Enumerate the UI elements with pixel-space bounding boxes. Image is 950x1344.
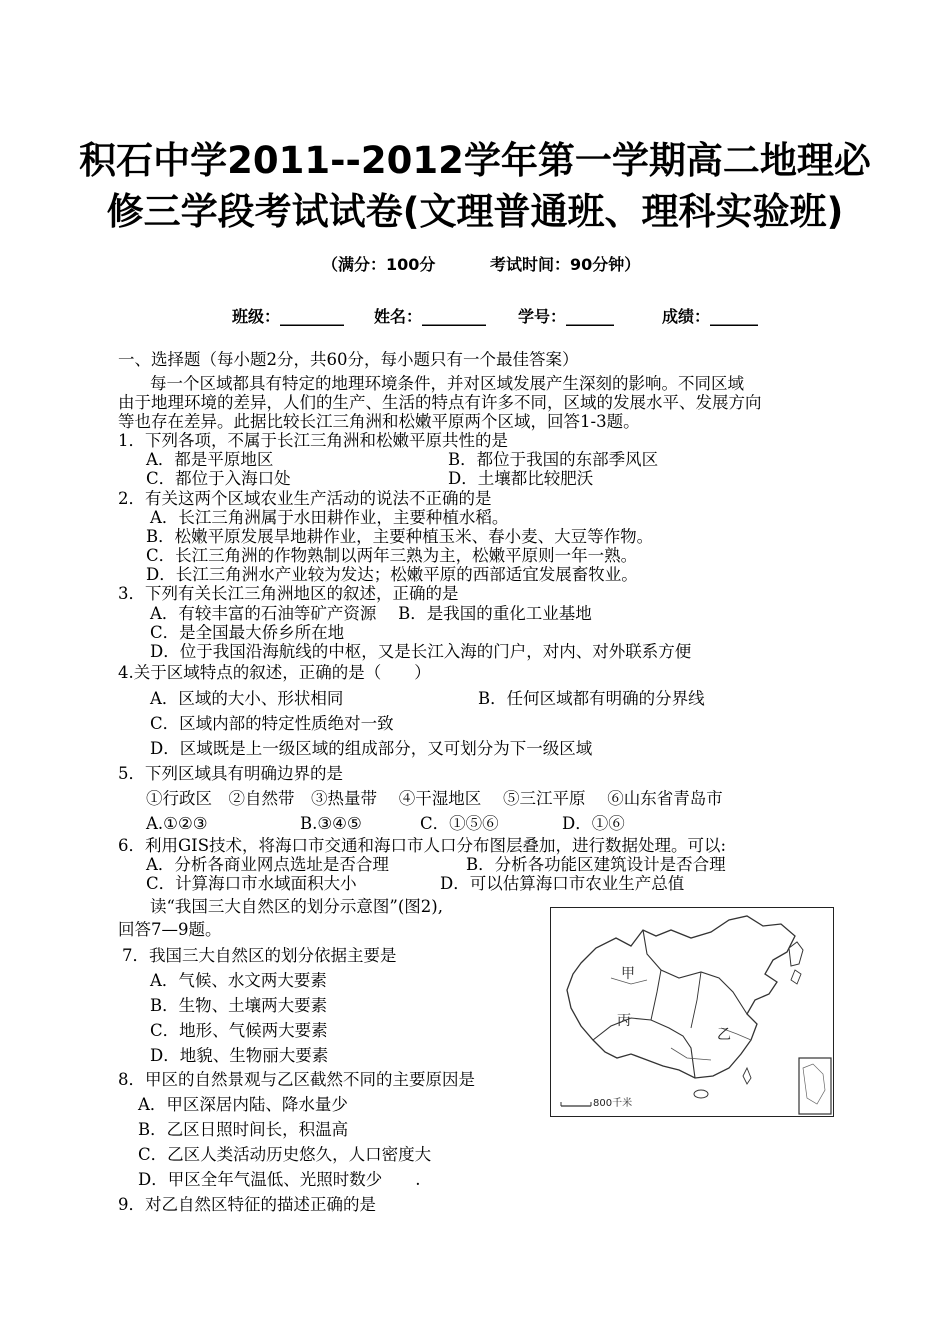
q4-option-a[interactable]: A．区域的大小、形状相同: [150, 689, 344, 708]
score-info: （满分：100分: [322, 255, 436, 274]
q7-stem: 7．我国三大自然区的划分依据主要是: [122, 946, 397, 965]
class-field[interactable]: 班级：________: [232, 307, 345, 326]
q8-option-d[interactable]: D．甲区全年气温低、光照时数少 .: [138, 1170, 421, 1189]
intro-line-2: 由于地理环境的差异，人们的生产、生活的特点有许多不同，区域的发展水平、发展方向: [118, 393, 762, 412]
q1-option-d[interactable]: D．土壤都比较肥沃: [448, 469, 594, 488]
q5-option-d[interactable]: D．①⑥: [562, 814, 625, 833]
q1-option-b[interactable]: B．都位于我国的东部季风区: [448, 450, 659, 469]
exam-title-line1: 积石中学2011--2012学年第一学期高二地理必: [79, 139, 871, 182]
q7-option-b[interactable]: B．生物、土壤两大要素: [150, 996, 328, 1015]
q6-option-b[interactable]: B．分析各功能区建筑设计是否合理: [466, 855, 726, 874]
q6-option-d[interactable]: D．可以估算海口市农业生产总值: [440, 874, 685, 893]
q7-option-c[interactable]: C．地形、气候两大要素: [150, 1021, 328, 1040]
time-info: 考试时间：90分钟）: [490, 255, 641, 274]
q4-option-c[interactable]: C．区域内部的特定性质绝对一致: [150, 714, 394, 733]
q7-option-d[interactable]: D．地貌、生物丽大要素: [150, 1046, 329, 1065]
q1-stem: 1．下列各项，不属于长江三角洲和松嫩平原共性的是: [118, 431, 508, 450]
q3-option-ab[interactable]: A．有较丰富的石油等矿产资源 B．是我国的重化工业基地: [150, 604, 592, 623]
q6-option-a[interactable]: A．分析各商业网点选址是否合理: [146, 855, 389, 874]
name-field[interactable]: 姓名：________: [374, 307, 487, 326]
q3-option-c[interactable]: C．是全国最大侨乡所在地: [150, 623, 345, 642]
map-intro-2: 回答7—9题。: [118, 920, 222, 939]
q6-stem: 6．利用GIS技术，将海口市交通和海口市人口分布图层叠加，进行数据处理。可以:: [118, 836, 727, 855]
q5-option-a[interactable]: A.①②③: [146, 814, 208, 833]
q2-option-a[interactable]: A．长江三角洲属于水田耕作业，主要种植水稻。: [150, 508, 509, 527]
q2-option-b[interactable]: B．松嫩平原发展旱地耕作业，主要种植玉米、春小麦、大豆等作物。: [146, 527, 654, 546]
q2-option-d[interactable]: D．长江三角洲水产业较为发达；松嫩平原的西部适宜发展畜牧业。: [146, 565, 638, 584]
q5-option-c[interactable]: C．①⑤⑥: [420, 814, 499, 833]
exam-title-line2: 修三学段考试试卷(文理普通班、理科实验班): [106, 190, 844, 233]
q5-option-b[interactable]: B.③④⑤: [300, 814, 362, 833]
q1-option-a[interactable]: A．都是平原地区: [146, 450, 274, 469]
intro-line-3: 等也存在差异。此据比较长江三角洲和松嫩平原两个区域，回答1-3题。: [118, 412, 640, 431]
q8-option-b[interactable]: B．乙区日照时间长，积温高: [138, 1120, 349, 1139]
q5-options-line: ①行政区 ②自然带 ③热量带 ④干湿地区 ⑤三江平原 ⑥山东省青岛市: [146, 789, 723, 808]
map-intro-1: 读“我国三大自然区的划分示意图”(图2),: [150, 897, 443, 916]
q1-option-c[interactable]: C．都位于入海口处: [146, 469, 291, 488]
section-heading: 一、选择题（每小题2分，共60分，每小题只有一个最佳答案）: [118, 350, 579, 369]
q6-option-c[interactable]: C．计算海口市水域面积大小: [146, 874, 357, 893]
q3-option-d[interactable]: D．位于我国沿海航线的中枢，又是长江入海的门户，对内、对外联系方便: [150, 642, 692, 661]
q8-option-a[interactable]: A．甲区深居内陆、降水量少: [138, 1095, 348, 1114]
q4-option-d[interactable]: D．区域既是上一级区域的组成部分，又可划分为下一级区域: [150, 739, 593, 758]
map-label-bing: 丙: [617, 1013, 631, 1029]
number-field[interactable]: 学号：______: [518, 307, 615, 326]
q7-option-a[interactable]: A．气候、水文两大要素: [150, 971, 327, 990]
q5-stem: 5．下列区域具有明确边界的是: [118, 764, 343, 783]
q9-stem: 9．对乙自然区特征的描述正确的是: [118, 1195, 376, 1214]
grade-field[interactable]: 成绩：______: [662, 307, 759, 326]
q8-stem: 8．甲区的自然景观与乙区截然不同的主要原因是: [118, 1070, 475, 1089]
map-label-jia: 甲: [621, 966, 635, 982]
map-drawing: [551, 908, 832, 1115]
q3-stem: 3．下列有关长江三角洲地区的叙述，正确的是: [118, 584, 459, 603]
q4-option-b[interactable]: B．任何区域都有明确的分界线: [478, 689, 705, 708]
map-scale-label: 800千米: [593, 1098, 633, 1109]
intro-line-1: 每一个区域都具有特定的地理环境条件，并对区域发展产生深刻的影响。不同区域: [150, 374, 744, 393]
q2-option-c[interactable]: C．长江三角洲的作物熟制以两年三熟为主，松嫩平原则一年一熟。: [146, 546, 638, 565]
q2-stem: 2．有关这两个区域农业生产活动的说法不正确的是: [118, 489, 492, 508]
q4-stem: 4.关于区域特点的叙述，正确的是（ ）: [118, 663, 431, 682]
q8-option-c[interactable]: C．乙区人类活动历史悠久，人口密度大: [138, 1145, 432, 1164]
china-natural-regions-map: [550, 907, 834, 1117]
map-label-yi: 乙: [717, 1027, 731, 1043]
